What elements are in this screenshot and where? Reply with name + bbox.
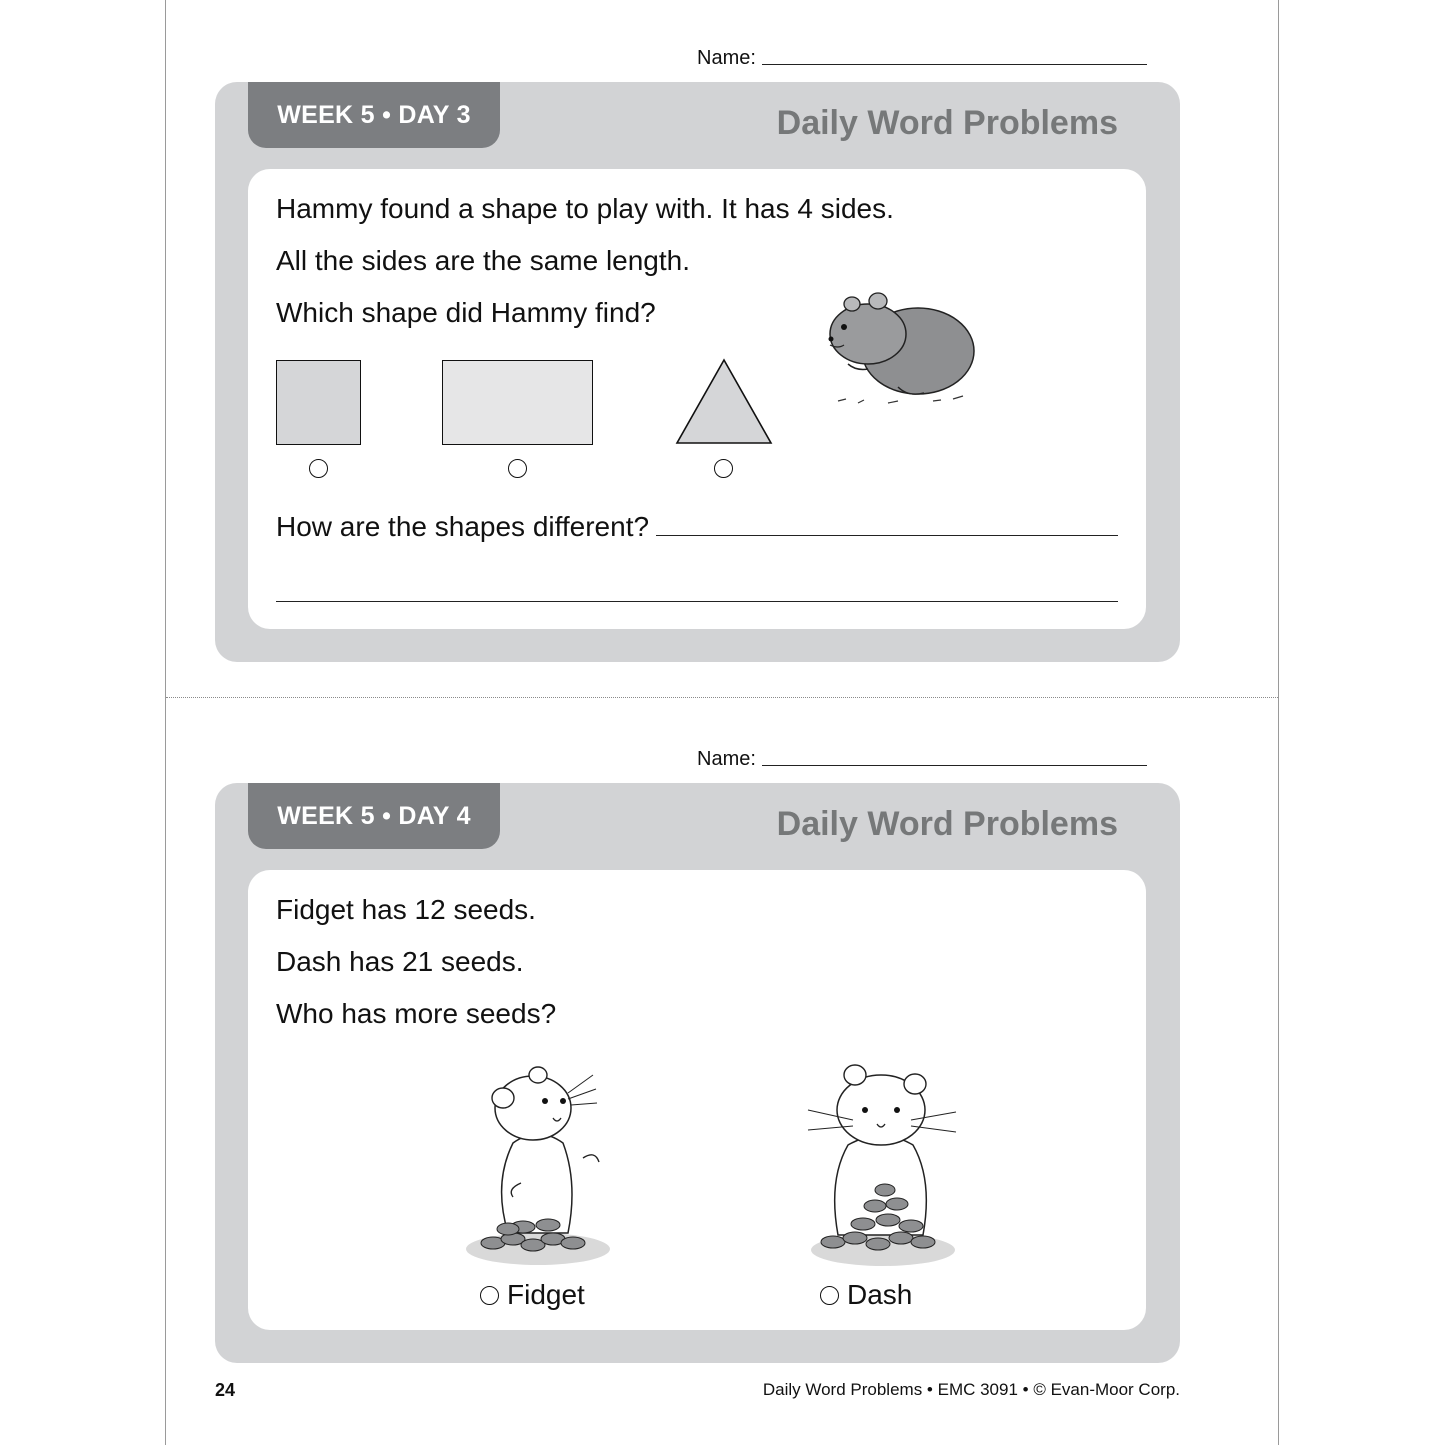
name-label: Name: (697, 748, 756, 770)
problem-line-2: All the sides are the same length. (276, 245, 691, 276)
name-input-line[interactable] (762, 765, 1147, 766)
problem-line-1: Hammy found a shape to play with. It has 4 sides. (276, 193, 894, 224)
problem-card-day3 (215, 82, 1180, 662)
answer-radio-rectangle[interactable] (508, 459, 527, 478)
square-icon (276, 360, 361, 445)
follow-up-question: How are the shapes different? (276, 511, 650, 542)
name-label: Name: (697, 47, 756, 69)
name-row (697, 40, 1147, 70)
card-title: Daily Word Problems (776, 104, 1118, 142)
page-edge-right (1278, 0, 1279, 1445)
name-row (697, 741, 1147, 771)
page-edge-left (165, 0, 166, 1445)
choice-radio-dash[interactable] (820, 1286, 839, 1305)
page-number: 24 (215, 1380, 236, 1400)
week-day-tab: WEEK 5 • DAY 3 (248, 82, 500, 148)
triangle-icon (674, 358, 774, 446)
answer-line-1[interactable] (656, 535, 1118, 536)
answer-line-2[interactable] (276, 601, 1118, 602)
problem-card-day4 (215, 783, 1180, 1363)
choice-fidget[interactable] (480, 1278, 585, 1312)
answer-radio-triangle[interactable] (714, 459, 733, 478)
fidget-hamster-icon (453, 1063, 628, 1268)
problem-panel (248, 870, 1146, 1330)
choice-label-fidget: Fidget (507, 1279, 585, 1310)
dash-hamster-icon (793, 1060, 968, 1270)
week-day-tab: WEEK 5 • DAY 4 (248, 783, 500, 849)
choice-label-dash: Dash (847, 1279, 913, 1310)
cut-line (166, 697, 1278, 698)
rectangle-icon (442, 360, 593, 445)
problem-line-1: Fidget has 12 seeds. (276, 894, 536, 925)
problem-question: Which shape did Hammy find? (276, 297, 656, 328)
problem-line-2: Dash has 21 seeds. (276, 946, 524, 977)
footer-credit: Daily Word Problems • EMC 3091 • © Evan-Moor Corp. (762, 1380, 1180, 1399)
answer-radio-square[interactable] (309, 459, 328, 478)
name-input-line[interactable] (762, 64, 1147, 65)
choice-dash[interactable] (820, 1278, 912, 1312)
problem-panel (248, 169, 1146, 629)
problem-question: Who has more seeds? (276, 998, 557, 1029)
card-title: Daily Word Problems (776, 805, 1118, 843)
choice-radio-fidget[interactable] (480, 1286, 499, 1305)
hamster-illustration (818, 289, 983, 414)
